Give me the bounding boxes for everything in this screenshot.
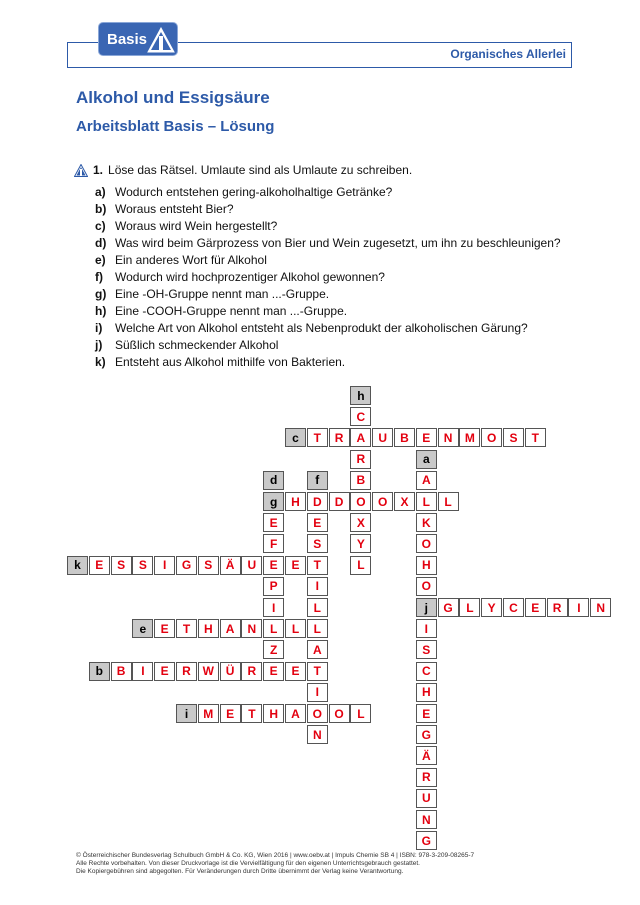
answer-cell: C	[503, 598, 524, 617]
answer-cell: L	[350, 556, 371, 575]
question-letter: k)	[95, 354, 106, 369]
answer-cell: D	[307, 492, 328, 511]
answer-cell: E	[154, 619, 175, 638]
answer-cell: A	[285, 704, 306, 723]
answer-cell: A	[416, 471, 437, 490]
answer-cell: C	[350, 407, 371, 426]
answer-cell: H	[285, 492, 306, 511]
clue-cell-a: a	[416, 450, 437, 469]
answer-cell: B	[350, 471, 371, 490]
triangle-logo-icon	[147, 27, 175, 53]
answer-cell: T	[307, 556, 328, 575]
logo-text: Basis	[107, 31, 148, 48]
question-item	[95, 319, 561, 336]
question-text: Entsteht aus Alkohol mithilfe von Bakterien.	[115, 354, 346, 369]
answer-cell: E	[285, 556, 306, 575]
answer-cell: U	[416, 789, 437, 808]
question-text: Woraus entsteht Bier?	[115, 201, 234, 216]
answer-cell: I	[263, 598, 284, 617]
answer-cell: Ü	[220, 662, 241, 681]
question-letter: e)	[95, 252, 106, 267]
page-subtitle: Arbeitsblatt Basis – Lösung	[76, 118, 275, 135]
answer-cell: M	[198, 704, 219, 723]
answer-cell: S	[307, 534, 328, 553]
answer-cell: D	[329, 492, 350, 511]
task-text: Löse das Rätsel. Umlaute sind als Umlaute zu schreiben.	[108, 163, 413, 177]
answer-cell: U	[241, 556, 262, 575]
answer-cell: A	[307, 640, 328, 659]
clue-cell-k: k	[67, 556, 88, 575]
question-letter: g)	[95, 286, 107, 301]
answer-cell: A	[220, 619, 241, 638]
answer-cell: C	[416, 662, 437, 681]
answer-cell: N	[590, 598, 611, 617]
answer-cell: G	[416, 831, 437, 850]
answer-cell: Y	[350, 534, 371, 553]
question-text: Eine -OH-Gruppe nennt man ...-Gruppe.	[115, 286, 330, 301]
answer-cell: T	[241, 704, 262, 723]
answer-cell: Y	[481, 598, 502, 617]
question-item	[95, 217, 561, 234]
question-text: Süßlich schmeckender Alkohol	[115, 337, 279, 352]
answer-cell: L	[307, 598, 328, 617]
clue-cell-e: e	[132, 619, 153, 638]
question-item	[95, 285, 561, 302]
answer-cell: I	[568, 598, 589, 617]
clue-cell-i: i	[176, 704, 197, 723]
answer-cell: O	[416, 577, 437, 596]
answer-cell: I	[154, 556, 175, 575]
answer-cell: L	[438, 492, 459, 511]
clue-cell-j: j	[416, 598, 437, 617]
question-text: Eine -COOH-Gruppe nennt man ...-Gruppe.	[115, 303, 348, 318]
footer-line: © Österreichischer Bundesverlag Schulbuch GmbH & Co. KG, Wien 2016 | www.oebv.at | Impuls Chemie SB 4 | ISBN: 978-3-209-08265-7	[76, 852, 475, 859]
answer-cell: I	[132, 662, 153, 681]
answer-cell: P	[263, 577, 284, 596]
answer-cell: S	[111, 556, 132, 575]
clue-cell-b: b	[89, 662, 110, 681]
answer-cell: I	[416, 619, 437, 638]
answer-cell: U	[372, 428, 393, 447]
question-item	[95, 302, 561, 319]
answer-cell: M	[459, 428, 480, 447]
answer-cell: W	[198, 662, 219, 681]
answer-cell: L	[459, 598, 480, 617]
answer-cell: X	[394, 492, 415, 511]
footer-line: Die Kopiergebühren sind abgegolten. Für Veränderungen durch Dritte übernimmt der Verlag keine Verantwortung.	[76, 868, 404, 875]
question-letter: f)	[95, 269, 103, 284]
page-title: Alkohol und Essigsäure	[76, 88, 270, 107]
answer-cell: R	[547, 598, 568, 617]
question-text: Ein anderes Wort für Alkohol	[115, 252, 267, 267]
question-text: Woraus wird Wein hergestellt?	[115, 218, 278, 233]
answer-cell: E	[416, 704, 437, 723]
answer-cell: N	[307, 725, 328, 744]
answer-cell: R	[329, 428, 350, 447]
clue-cell-c: c	[285, 428, 306, 447]
clue-cell-d: d	[263, 471, 284, 490]
answer-cell: E	[220, 704, 241, 723]
answer-cell: L	[307, 619, 328, 638]
answer-cell: B	[394, 428, 415, 447]
answer-cell: T	[307, 662, 328, 681]
answer-cell: E	[263, 662, 284, 681]
answer-cell: K	[416, 513, 437, 532]
answer-cell: O	[307, 704, 328, 723]
clue-cell-h: h	[350, 386, 371, 405]
publisher-logo	[98, 22, 178, 56]
answer-cell: F	[263, 534, 284, 553]
task-number: 1.	[93, 163, 104, 177]
question-letter: b)	[95, 201, 107, 216]
answer-cell: T	[525, 428, 546, 447]
answer-cell: X	[350, 513, 371, 532]
answer-cell: T	[176, 619, 197, 638]
answer-cell: O	[416, 534, 437, 553]
answer-cell: E	[416, 428, 437, 447]
answer-cell: R	[350, 450, 371, 469]
question-item	[95, 268, 561, 285]
answer-cell: H	[198, 619, 219, 638]
question-letter: a)	[95, 184, 106, 199]
question-item	[95, 200, 561, 217]
question-text: Welche Art von Alkohol entsteht als Nebenprodukt der alkoholischen Gärung?	[115, 320, 528, 335]
question-item	[95, 234, 561, 251]
task-heading	[74, 163, 412, 177]
question-item	[95, 353, 561, 370]
answer-cell: I	[307, 683, 328, 702]
answer-cell: G	[438, 598, 459, 617]
answer-cell: B	[111, 662, 132, 681]
question-item	[95, 251, 561, 268]
answer-cell: G	[176, 556, 197, 575]
answer-cell: L	[285, 619, 306, 638]
question-text: Wodurch entstehen gering-alkoholhaltige Getränke?	[115, 184, 393, 199]
answer-cell: O	[350, 492, 371, 511]
answer-cell: N	[416, 810, 437, 829]
answer-cell: G	[416, 725, 437, 744]
section-tag: Organisches Allerlei	[450, 47, 566, 61]
question-text: Was wird beim Gärprozess von Bier und Wein zugesetzt, um ihn zu beschleunigen?	[115, 235, 561, 250]
question-letter: j)	[95, 337, 103, 352]
answer-cell: E	[154, 662, 175, 681]
answer-cell: L	[416, 492, 437, 511]
question-item	[95, 183, 561, 200]
answer-cell: H	[416, 683, 437, 702]
answer-cell: E	[307, 513, 328, 532]
answer-cell: O	[372, 492, 393, 511]
answer-cell: L	[350, 704, 371, 723]
answer-cell: Ä	[416, 746, 437, 765]
answer-cell: H	[263, 704, 284, 723]
answer-cell: E	[263, 513, 284, 532]
footer	[76, 852, 474, 876]
answer-cell: S	[503, 428, 524, 447]
answer-cell: N	[438, 428, 459, 447]
answer-cell: S	[198, 556, 219, 575]
question-letter: h)	[95, 303, 107, 318]
answer-cell: R	[416, 768, 437, 787]
answer-cell: Z	[263, 640, 284, 659]
question-list	[95, 183, 561, 370]
answer-cell: E	[525, 598, 546, 617]
answer-cell: H	[416, 556, 437, 575]
question-letter: c)	[95, 218, 106, 233]
answer-cell: S	[132, 556, 153, 575]
answer-cell: N	[241, 619, 262, 638]
clue-cell-f: f	[307, 471, 328, 490]
answer-cell: O	[329, 704, 350, 723]
answer-cell: Ä	[220, 556, 241, 575]
answer-cell: I	[307, 577, 328, 596]
answer-cell: R	[241, 662, 262, 681]
answer-cell: E	[263, 556, 284, 575]
answer-cell: O	[481, 428, 502, 447]
question-letter: d)	[95, 235, 107, 250]
clue-cell-g: g	[263, 492, 284, 511]
answer-cell: L	[263, 619, 284, 638]
question-item	[95, 336, 561, 353]
answer-cell: E	[89, 556, 110, 575]
answer-cell: R	[176, 662, 197, 681]
question-text: Wodurch wird hochprozentiger Alkohol gewonnen?	[115, 269, 385, 284]
answer-cell: T	[307, 428, 328, 447]
difficulty-triangle-icon	[74, 164, 88, 177]
answer-cell: S	[416, 640, 437, 659]
answer-cell: A	[350, 428, 371, 447]
answer-cell: E	[285, 662, 306, 681]
question-letter: i)	[95, 320, 103, 335]
footer-line: Alle Rechte vorbehalten. Von dieser Druckvorlage ist die Vervielfältigung für den eigenen Unterrichtsgebrauch gestattet.	[76, 860, 420, 867]
